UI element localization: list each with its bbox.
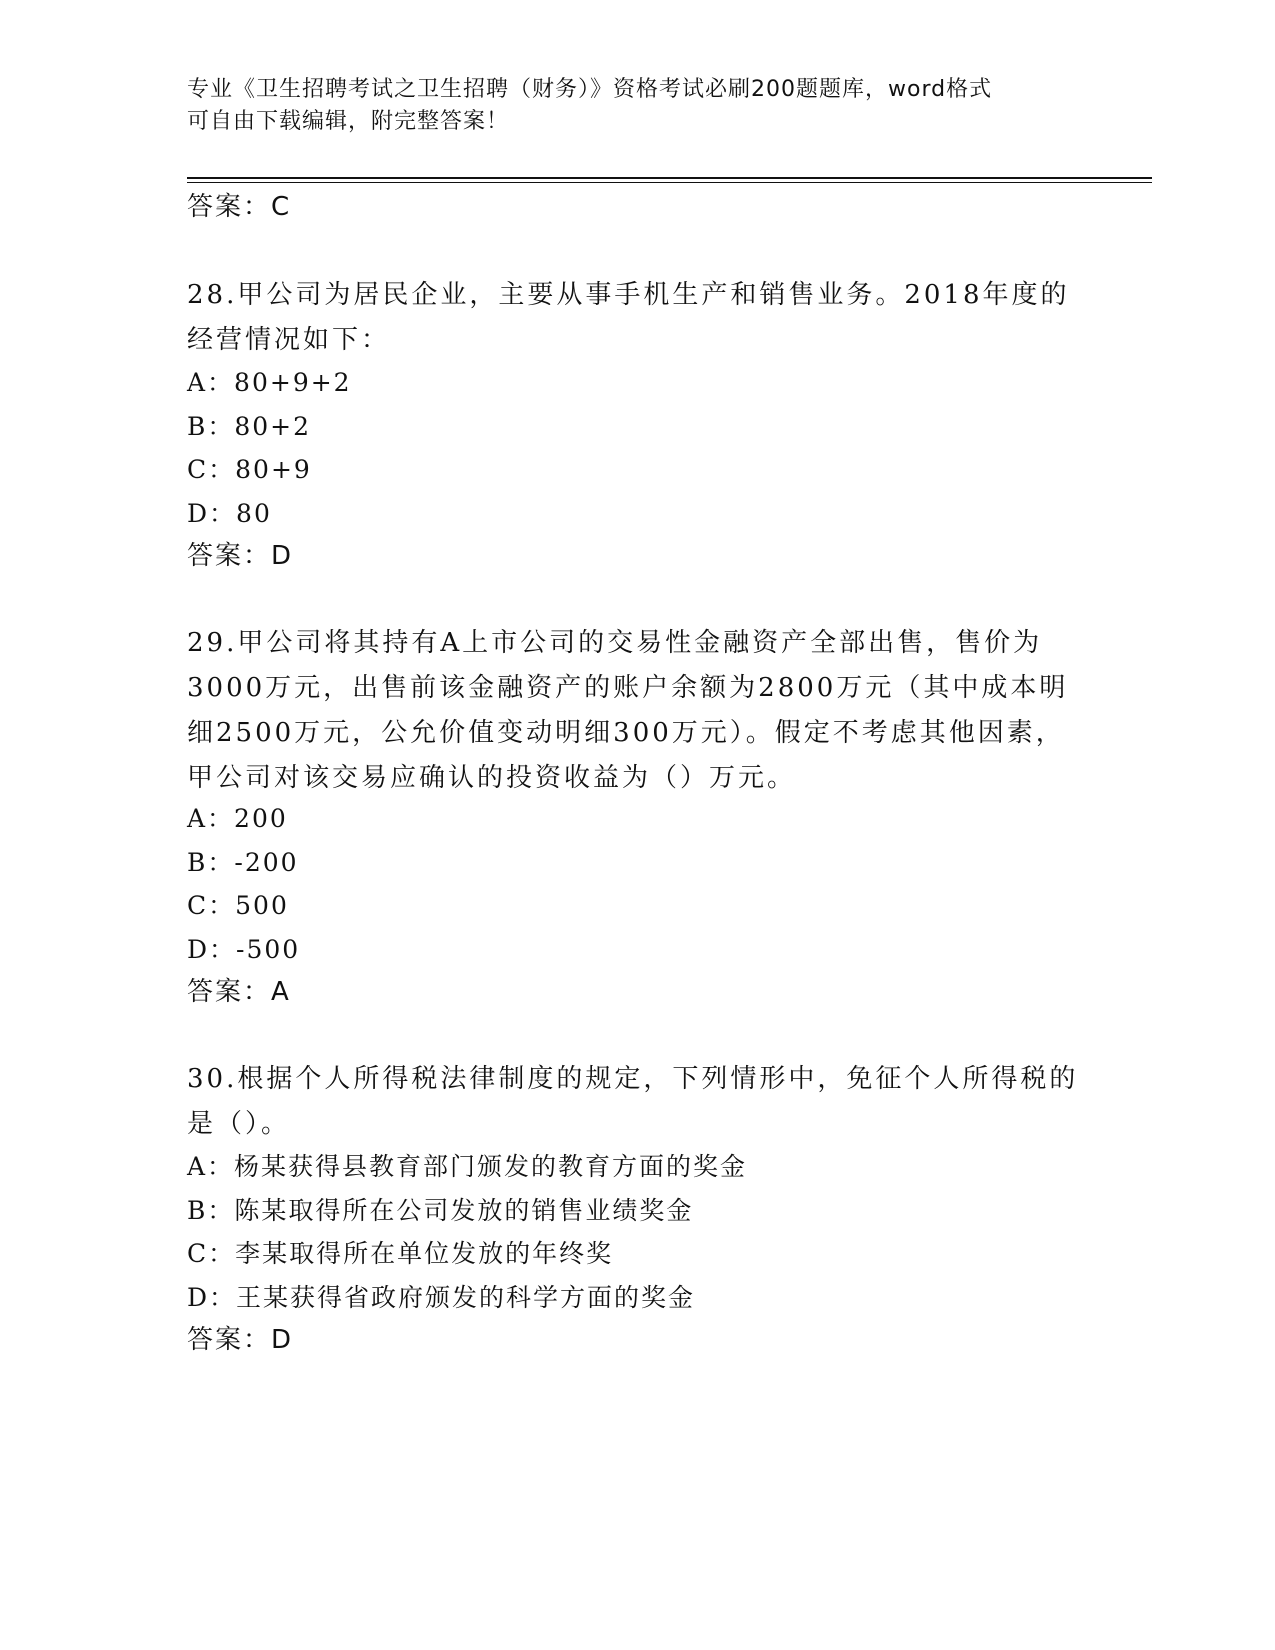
- question-29-option-b: B：-200: [187, 848, 299, 877]
- question-30-option-b: B：陈某取得所在公司发放的销售业绩奖金: [187, 1196, 694, 1225]
- question-29-answer: 答案：A: [187, 977, 291, 1007]
- question-30-answer: 答案：D: [187, 1325, 294, 1355]
- previous-answer: 答案：C: [187, 192, 292, 222]
- header-divider-thin: [187, 182, 1152, 183]
- question-28-option-a: A：80+9+2: [187, 368, 352, 397]
- question-29-option-d: D：-500: [187, 935, 301, 964]
- question-28-option-c: C：80+9: [187, 455, 312, 484]
- question-28-option-b: B：80+2: [187, 412, 312, 441]
- header-divider-thick: [187, 177, 1152, 179]
- question-29-text: 29.甲公司将其持有A上市公司的交易性金融资产全部出售，售价为3000万元，出售前该金融资产的账户余额为2800万元（其中成本明细2500万元，公允价值变动明细300万元）。假定不考虑其他因素，甲公司对该交易应确认的投资收益为（）万元。: [187, 628, 1069, 793]
- question-29-option-c: C：500: [187, 891, 289, 920]
- question-30-option-c: C：李某取得所在单位发放的年终奖: [187, 1239, 614, 1268]
- question-28-option-d: D：80: [187, 499, 272, 528]
- header-line-2: 可自由下载编辑，附完整答案！: [187, 109, 510, 134]
- question-30-text: 30.根据个人所得税法律制度的规定，下列情形中，免征个人所得税的是（）。: [187, 1064, 1079, 1139]
- question-30-option-d: D：王某获得省政府颁发的科学方面的奖金: [187, 1283, 696, 1312]
- question-30-option-a: A：杨某获得县教育部门颁发的教育方面的奖金: [187, 1152, 748, 1181]
- question-28-text: 28.甲公司为居民企业，主要从事手机生产和销售业务。2018年度的经营情况如下：: [187, 280, 1070, 355]
- document-header: [187, 74, 1067, 138]
- question-28-answer: 答案：D: [187, 541, 294, 571]
- question-29-option-a: A：200: [187, 804, 288, 833]
- header-line-1: 专业《卫生招聘考试之卫生招聘（财务）》资格考试必刷200题题库，word格式: [187, 77, 993, 102]
